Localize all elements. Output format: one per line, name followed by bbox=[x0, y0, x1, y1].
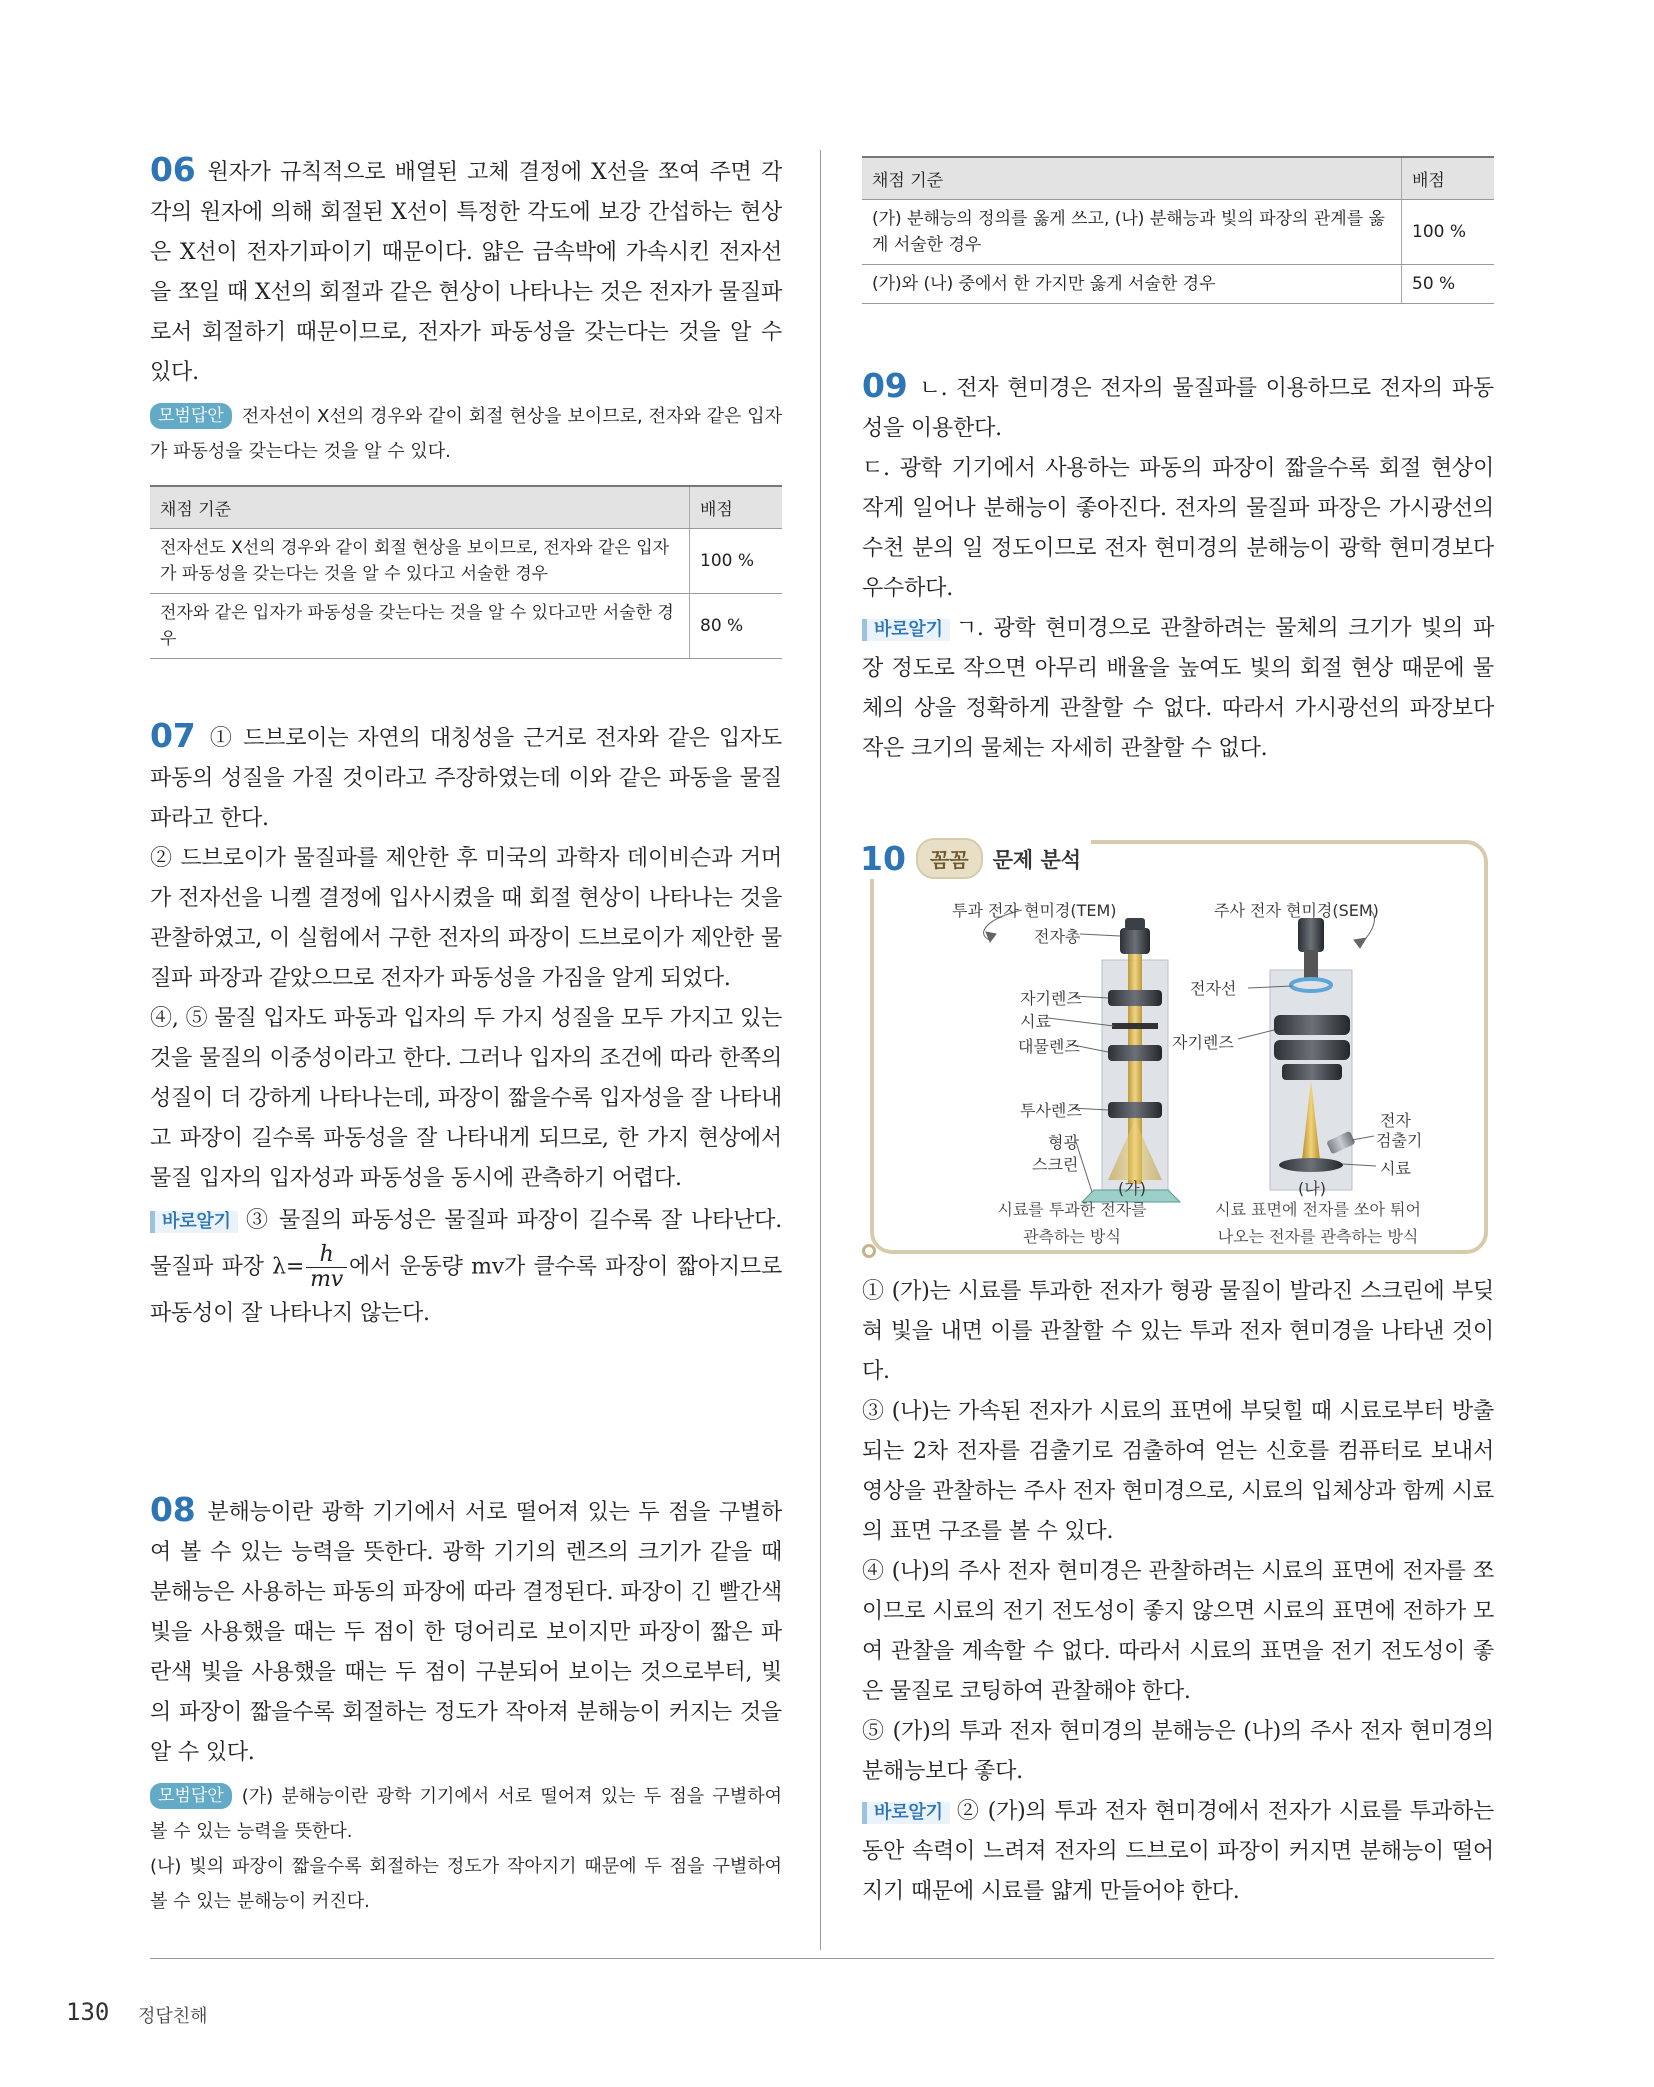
q07-text-1: ① 드브로이는 자연의 대칭성을 근거로 전자와 같은 입자도 파동의 성질을 가질 것이라고 주장하였는데 이와 같은 파동을 물질파라고 한다. bbox=[150, 726, 782, 831]
q10-para-1: ① (가)는 시료를 투과한 전자가 형광 물질이 발라진 스크린에 부딪혀 빛을 내면 이를 관찰할 수 있는 투과 전자 현미경을 나타낸 것이다. bbox=[862, 1279, 1494, 1384]
q10-para-3: ④ (나)의 주사 전자 현미경은 관찰하려는 시료의 표면에 전자를 쪼이므로 시료의 전기 전도성이 좋지 않으면 시료의 표면에 전하가 모여 관찰을 계속할 수 없다. 따라서 시료의 표면을 전기 전도성이 좋은 물질로 코팅하여 관찰해야 한다. bbox=[862, 1559, 1494, 1704]
tem-label-objective-lens: 대물렌즈 bbox=[1018, 1037, 1080, 1056]
q08-model-answer-a bbox=[150, 1779, 782, 1849]
q09-number: 09 bbox=[862, 366, 908, 405]
question-06 bbox=[150, 150, 782, 659]
analysis-title: 문제 분석 bbox=[992, 847, 1082, 872]
sem-mark: (나) bbox=[1298, 1179, 1326, 1198]
q07-correction-text-b: 에서 운동량 mv가 클수록 파장이 짧아지므로 파동성이 잘 나타나지 않는다. bbox=[150, 1254, 782, 1326]
tem-mark: (가) bbox=[1118, 1179, 1146, 1198]
sem-label-specimen: 시료 bbox=[1380, 1159, 1411, 1178]
sem-caption-line-2: 나오는 전자를 관측하는 방식 bbox=[1217, 1227, 1419, 1246]
table-row bbox=[862, 200, 1494, 265]
q08-scoring-table bbox=[862, 156, 1494, 304]
model-answer-badge: 모범답안 bbox=[150, 403, 232, 429]
q10-analysis-box bbox=[862, 840, 1490, 1256]
points-cell: 100 % bbox=[1402, 200, 1495, 265]
q07-para-3: ④, ⑤ 물질 입자도 파동과 입자의 두 가지 성질을 모두 가지고 있는 것을 물질의 이중성이라고 한다. 그러나 입자의 조건에 따라 한쪽의 성질이 더 강하게 나타나는데, 파장이 짧을수록 입자성을 잘 나타내고 파장이 길수록 파동성을 잘 나타내게 되므로, 한 가지 현상에서 물질 입자의 입자성과 파동성을 동시에 관측하기 어렵다. bbox=[150, 1006, 782, 1191]
tem-label-screen: 스크린 bbox=[1032, 1155, 1079, 1174]
correction-badge: 바로알기 bbox=[862, 619, 950, 641]
q06-number: 06 bbox=[150, 150, 196, 189]
sem-microscope bbox=[1270, 918, 1356, 1190]
tem-caption-line-1: 시료를 투과한 전자를 bbox=[997, 1200, 1147, 1219]
points-cell: 80 % bbox=[690, 594, 783, 659]
points-cell: 100 % bbox=[690, 529, 783, 594]
table-row bbox=[150, 594, 782, 659]
q09-correction bbox=[862, 609, 1494, 769]
q10-para-2: ③ (나)는 가속된 전자가 시료의 표면에 부딪힐 때 시료로부터 방출되는 2차 전자를 검출기로 검출하여 얻는 신호를 컴퓨터로 보내서 영상을 관찰하는 주사 전자 현미경으로, 시료의 입체상과 함께 시료의 표면 구조를 볼 수 있다. bbox=[862, 1399, 1494, 1544]
q09-para-1 bbox=[862, 366, 1494, 449]
criteria-cell: 전자와 같은 입자가 파동성을 갖는다는 것을 알 수 있다고만 서술한 경우 bbox=[150, 594, 690, 659]
tem-caption bbox=[962, 1196, 1182, 1250]
kkomkkom-badge: 꼼꼼 bbox=[916, 838, 983, 879]
footer-rule bbox=[150, 1958, 1494, 1959]
sem-label-magnetic-lens: 자기렌즈 bbox=[1172, 1033, 1234, 1052]
q10-correction bbox=[862, 1792, 1494, 1912]
criteria-cell: (가)와 (나) 중에서 한 가지만 옳게 서술한 경우 bbox=[862, 265, 1402, 304]
tem-caption-line-2: 관측하는 방식 bbox=[1023, 1227, 1121, 1246]
fraction-denominator: mv bbox=[310, 1267, 344, 1292]
q06-scoring-table bbox=[150, 485, 782, 659]
q09-text-1: ㄴ. 전자 현미경은 전자의 물질파를 이용하므로 전자의 파동성을 이용한다. bbox=[862, 376, 1494, 441]
question-10-text bbox=[862, 1272, 1494, 1912]
q08-scoring-table-block bbox=[862, 156, 1494, 304]
table-row bbox=[862, 265, 1494, 304]
points-header: 배점 bbox=[690, 486, 783, 529]
correction-badge: 바로알기 bbox=[862, 1802, 950, 1824]
q06-model-answer bbox=[150, 399, 782, 469]
q07-para-1 bbox=[150, 716, 782, 839]
table-row bbox=[150, 529, 782, 594]
q09-para-2: ㄷ. 광학 기기에서 사용하는 파동의 파장이 짧을수록 회절 현상이 작게 일어나 분해능이 좋아진다. 전자의 물질파 파장은 가시광선의 수천 분의 일 정도이므로 전자 현미경의 분해능이 광학 현미경보다 우수하다. bbox=[862, 456, 1494, 601]
tem-label-projector-lens: 투사렌즈 bbox=[1020, 1101, 1082, 1120]
tem-label-magnetic-lens: 자기렌즈 bbox=[1020, 989, 1082, 1008]
criteria-cell: (가) 분해능의 정의를 옳게 쓰고, (나) 분해능과 빛의 파장의 관계를 옳게 서술한 경우 bbox=[862, 200, 1402, 265]
footer-label: 정답친해 bbox=[138, 2006, 208, 2027]
tem-title: 투과 전자 현미경(TEM) bbox=[952, 901, 1117, 920]
q06-text: 원자가 규칙적으로 배열된 고체 결정에 X선을 쪼여 주면 각각의 원자에 의해 회절된 X선이 특정한 각도에 보강 간섭하는 현상은 X선이 전자기파이기 때문이다. 얇은 금속박에 가속시킨 전자선을 쪼일 때 X선의 회절과 같은 현상이 나타나는 것은 전자가 물질파로서 회절하기 때문이므로, 전자가 파동성을 갖는다는 것을 알 수 있다. bbox=[150, 160, 782, 385]
correction-badge: 바로알기 bbox=[150, 1211, 238, 1233]
tem-label-electron-gun: 전자총 bbox=[1034, 927, 1081, 946]
tem-microscope bbox=[1082, 918, 1180, 1202]
criteria-header: 채점 기준 bbox=[862, 157, 1402, 200]
q10-correction-text: ② (가)의 투과 전자 현미경에서 전자가 시료를 투과하는 동안 속력이 느려져 전자의 드브로이 파장이 커지면 분해능이 떨어지기 때문에 시료를 얇게 만들어야 한다. bbox=[862, 1799, 1494, 1904]
q08-number: 08 bbox=[150, 1490, 196, 1529]
q08-model-text-a: (가) 분해능이란 광학 기기에서 서로 떨어져 있는 두 점을 구별하여 볼 수 있는 능력을 뜻한다. bbox=[150, 1786, 782, 1842]
q07-number: 07 bbox=[150, 716, 196, 755]
criteria-header: 채점 기준 bbox=[150, 486, 690, 529]
q06-explanation bbox=[150, 150, 782, 393]
sem-label-electron: 전자 bbox=[1380, 1111, 1411, 1130]
sem-label-detector: 검출기 bbox=[1376, 1131, 1423, 1150]
fraction-numerator: h bbox=[306, 1243, 347, 1268]
model-answer-badge: 모범답안 bbox=[150, 1783, 232, 1809]
question-09 bbox=[862, 366, 1494, 769]
q10-para-4: ⑤ (가)의 투과 전자 현미경의 분해능은 (나)의 주사 전자 현미경의 분해능보다 좋다. bbox=[862, 1719, 1494, 1784]
sem-label-electron-beam: 전자선 bbox=[1190, 979, 1237, 998]
q07-correction bbox=[150, 1199, 782, 1336]
q07-correction-text-a: ③ 물질의 파동성은 물질파 파장이 길수록 잘 나타난다. 물질파 파장 λ= bbox=[150, 1208, 782, 1280]
question-08 bbox=[150, 1490, 782, 1919]
column-divider bbox=[820, 150, 821, 1950]
q10-number: 10 bbox=[860, 839, 906, 878]
q08-explanation bbox=[150, 1490, 782, 1773]
sem-caption bbox=[1198, 1196, 1438, 1250]
wavelength-fraction bbox=[306, 1243, 347, 1292]
points-cell: 50 % bbox=[1402, 265, 1495, 304]
sem-title: 주사 전자 현미경(SEM) bbox=[1214, 901, 1379, 920]
q08-text: 분해능이란 광학 기기에서 서로 떨어져 있는 두 점을 구별하여 볼 수 있는 능력을 뜻한다. 광학 기기의 렌즈의 크기가 같을 때 분해능은 사용하는 파동의 파장에 따라 결정된다. 파장이 긴 빨간색 빛을 사용했을 때는 두 점이 한 덩어리로 보이지만 파장이 짧은 파란색 빛을 사용했을 때는 두 점이 구분되어 보이는 것으로부터, 빛의 파장이 짧을수록 회절하는 정도가 작아져 분해능이 커지는 것을 알 수 있다. bbox=[150, 1500, 782, 1765]
tem-label-fluorescent: 형광 bbox=[1048, 1133, 1079, 1152]
q06-model-text: 전자선이 X선의 경우와 같이 회절 현상을 보이므로, 전자와 같은 입자가 파동성을 갖는다는 것을 알 수 있다. bbox=[150, 406, 782, 462]
sem-caption-line-1: 시료 표면에 전자를 쏘아 튀어 bbox=[1215, 1200, 1421, 1219]
q07-para-2: ② 드브로이가 물질파를 제안한 후 미국의 과학자 데이비슨과 거머가 전자선을 니켈 결정에 입사시켰을 때 회절 현상이 나타나는 것을 관찰하였고, 이 실험에서 구한 전자의 파장이 드브로이가 제안한 물질파 파장과 같았으므로 전자가 파동성을 가짐을 알게 되었다. bbox=[150, 846, 782, 991]
q08-model-answer-b: (나) 빛의 파장이 짧을수록 회절하는 정도가 작아지기 때문에 두 점을 구별하여 볼 수 있는 분해능이 커진다. bbox=[150, 1856, 782, 1912]
tem-label-specimen: 시료 bbox=[1020, 1012, 1051, 1031]
criteria-cell: 전자선도 X선의 경우와 같이 회절 현상을 보이므로, 전자와 같은 입자가 파동성을 갖는다는 것을 알 수 있다고 서술한 경우 bbox=[150, 529, 690, 594]
question-07 bbox=[150, 716, 782, 1336]
points-header: 배점 bbox=[1402, 157, 1495, 200]
page-number: 130 bbox=[66, 1998, 110, 2026]
q09-correction-text: ㄱ. 광학 현미경으로 관찰하려는 물체의 크기가 빛의 파장 정도로 작으면 아무리 배율을 높여도 빛의 회절 현상 때문에 물체의 상을 정확하게 관찰할 수 없다. 따라서 가시광선의 파장보다 작은 크기의 물체는 자세히 관찰할 수 없다. bbox=[862, 616, 1494, 761]
